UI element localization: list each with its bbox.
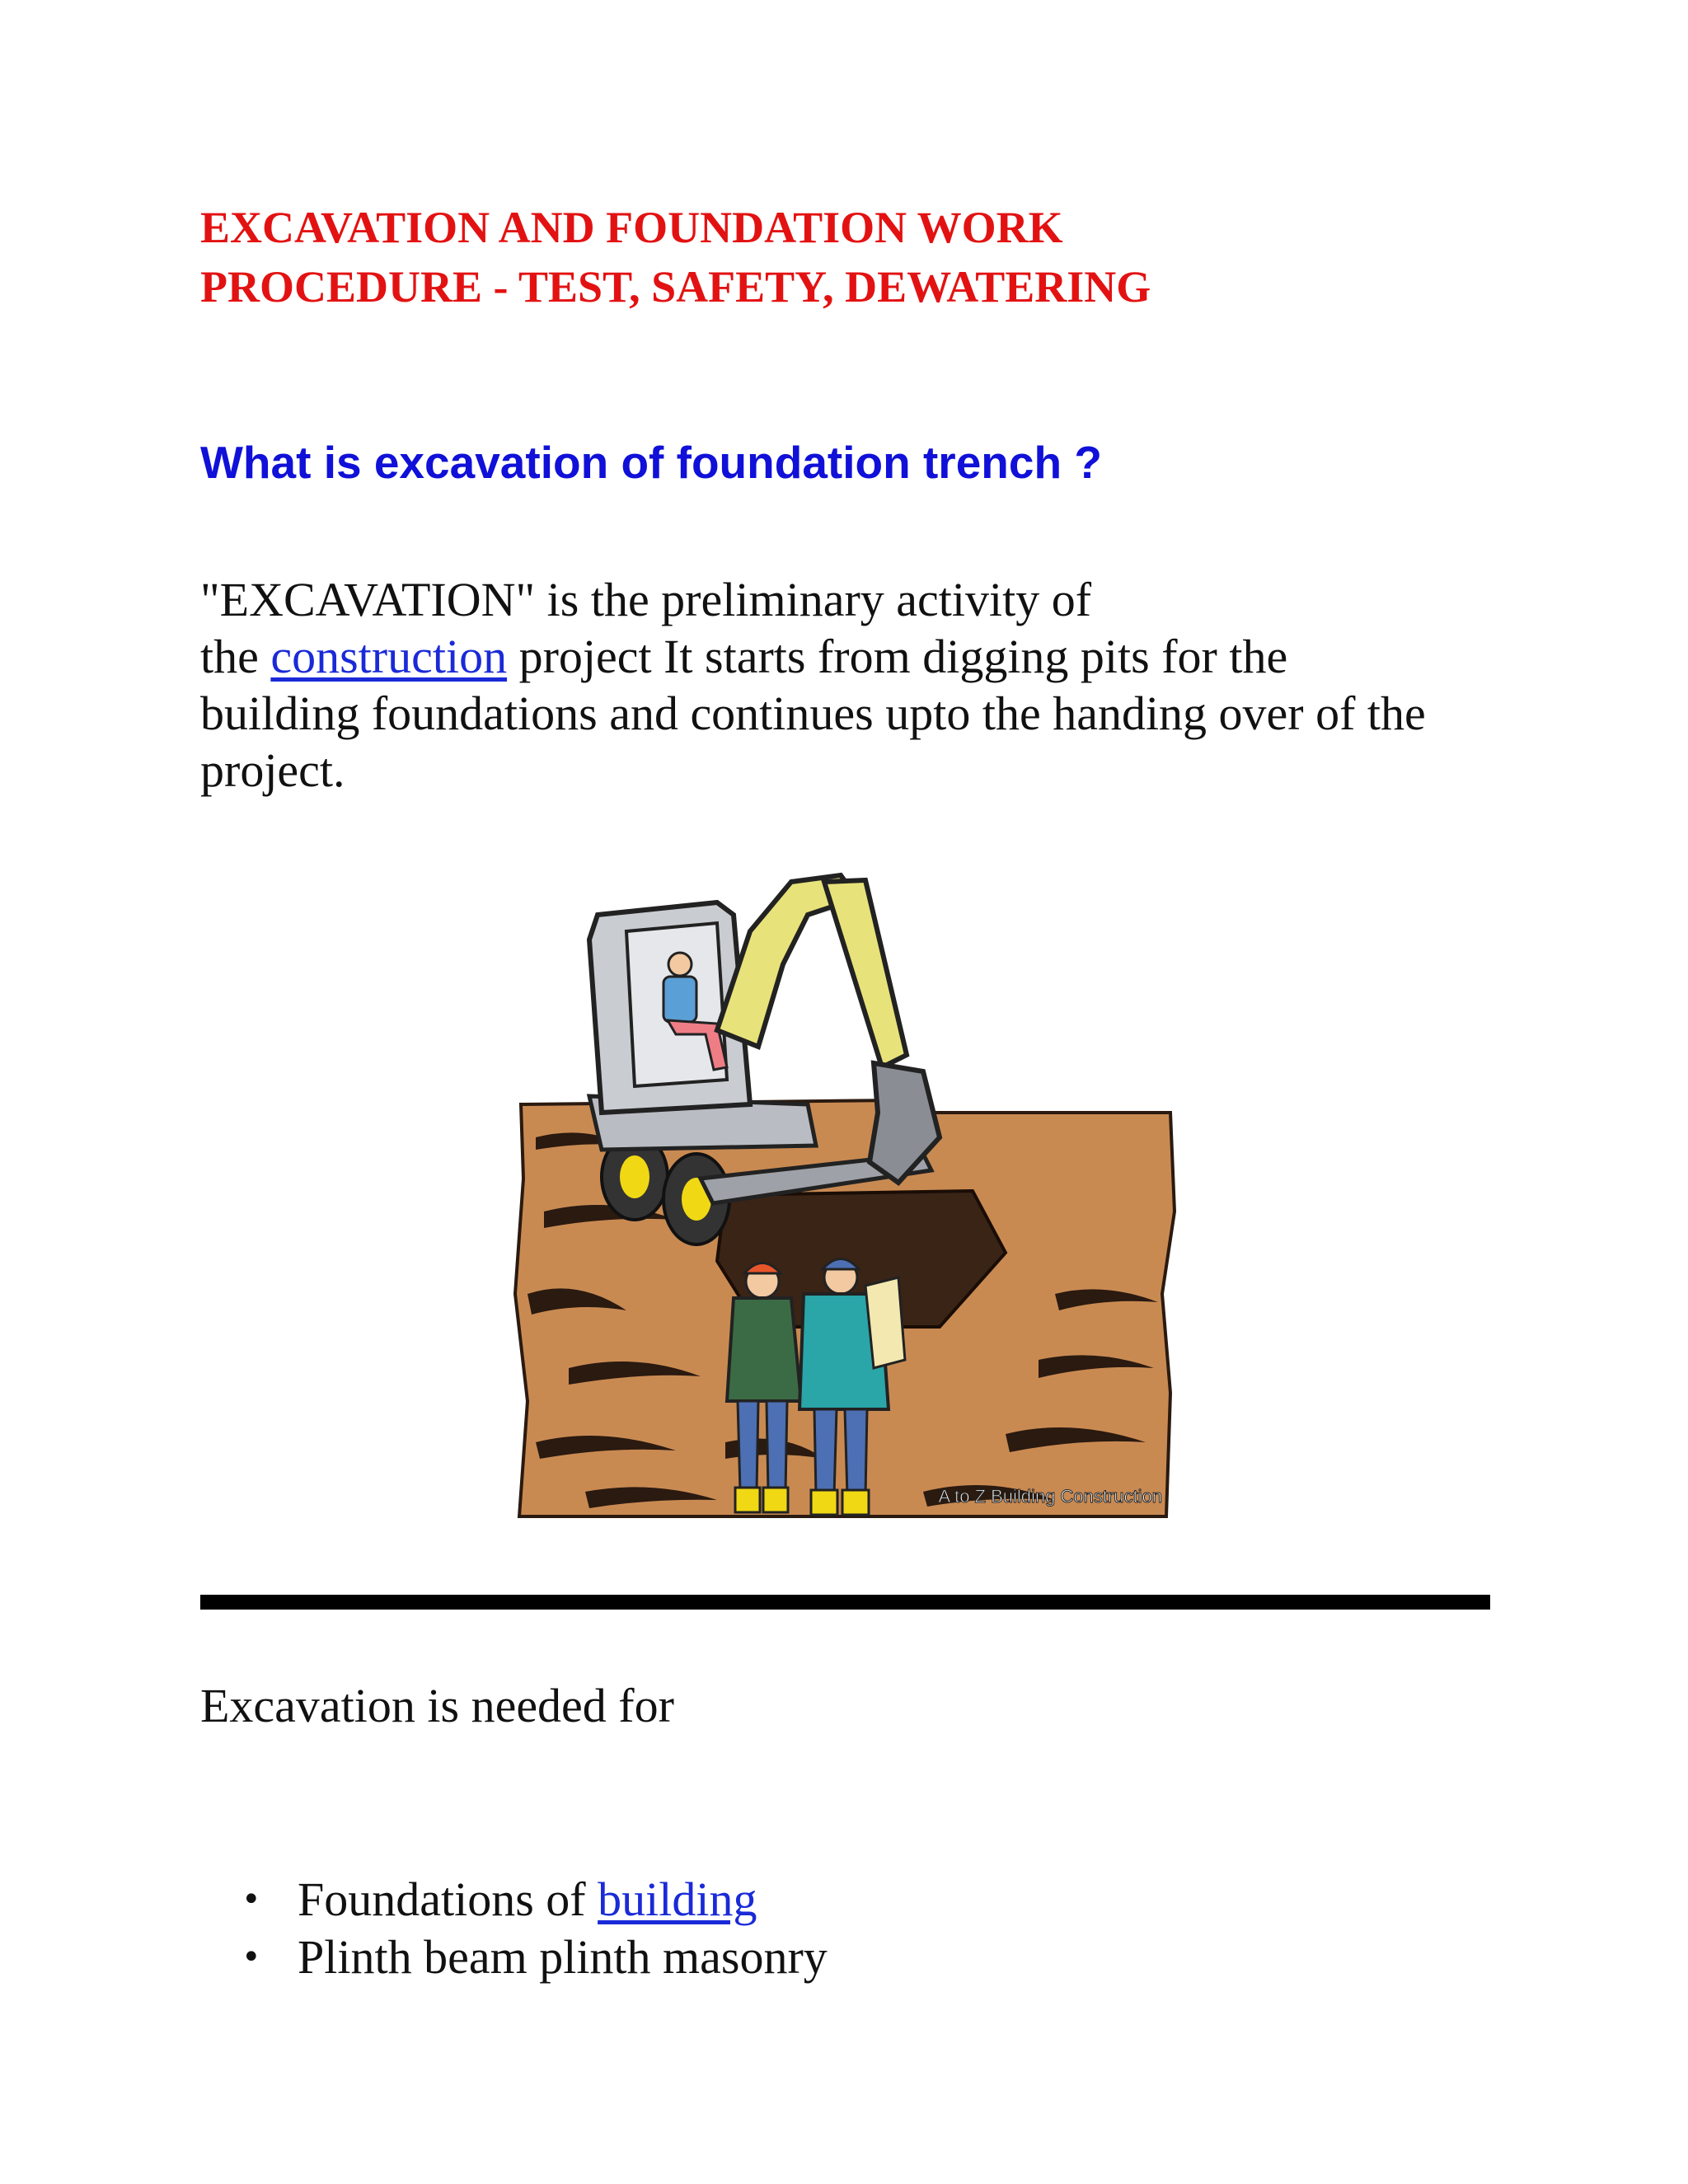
- excavation-uses-list: [200, 1871, 828, 1986]
- intro-prefix: the: [200, 630, 271, 683]
- intro-line-2: [200, 628, 1536, 685]
- title-line-1: EXCAVATION AND FOUNDATION WORK: [200, 203, 1063, 252]
- excavator-scene: [511, 865, 1187, 1525]
- excavator-illustration: [511, 865, 1187, 1525]
- list-item: [200, 1929, 828, 1986]
- section-heading: What is excavation of foundation trench ?: [200, 437, 1102, 488]
- horizontal-rule: [200, 1595, 1490, 1610]
- intro-suffix: project It starts from digging pits for the: [507, 630, 1288, 683]
- intro-paragraph: [200, 571, 1536, 799]
- excavator-stick: [824, 880, 907, 1067]
- illustration-caption: A to Z Building Construction: [938, 1486, 1162, 1507]
- section-intro: Excavation is needed for: [200, 1679, 674, 1732]
- bullet-icon: •: [241, 1881, 261, 1919]
- intro-line-4: project.: [200, 743, 345, 797]
- list-item-text: Foundations of: [298, 1872, 598, 1926]
- building-link[interactable]: building: [598, 1872, 757, 1926]
- page-title: [200, 198, 1519, 316]
- list-item: [200, 1871, 828, 1929]
- intro-line-3: building foundations and continues upto the handing over of the: [200, 687, 1426, 740]
- list-item-text: Plinth beam plinth masonry: [298, 1930, 828, 1984]
- construction-link[interactable]: construction: [270, 630, 508, 683]
- title-line-2: PROCEDURE - TEST, SAFETY, DEWATERING: [200, 262, 1151, 312]
- intro-line-1: "EXCAVATION" is the preliminary activity of: [200, 573, 1092, 626]
- bullet-icon: •: [241, 1938, 261, 1976]
